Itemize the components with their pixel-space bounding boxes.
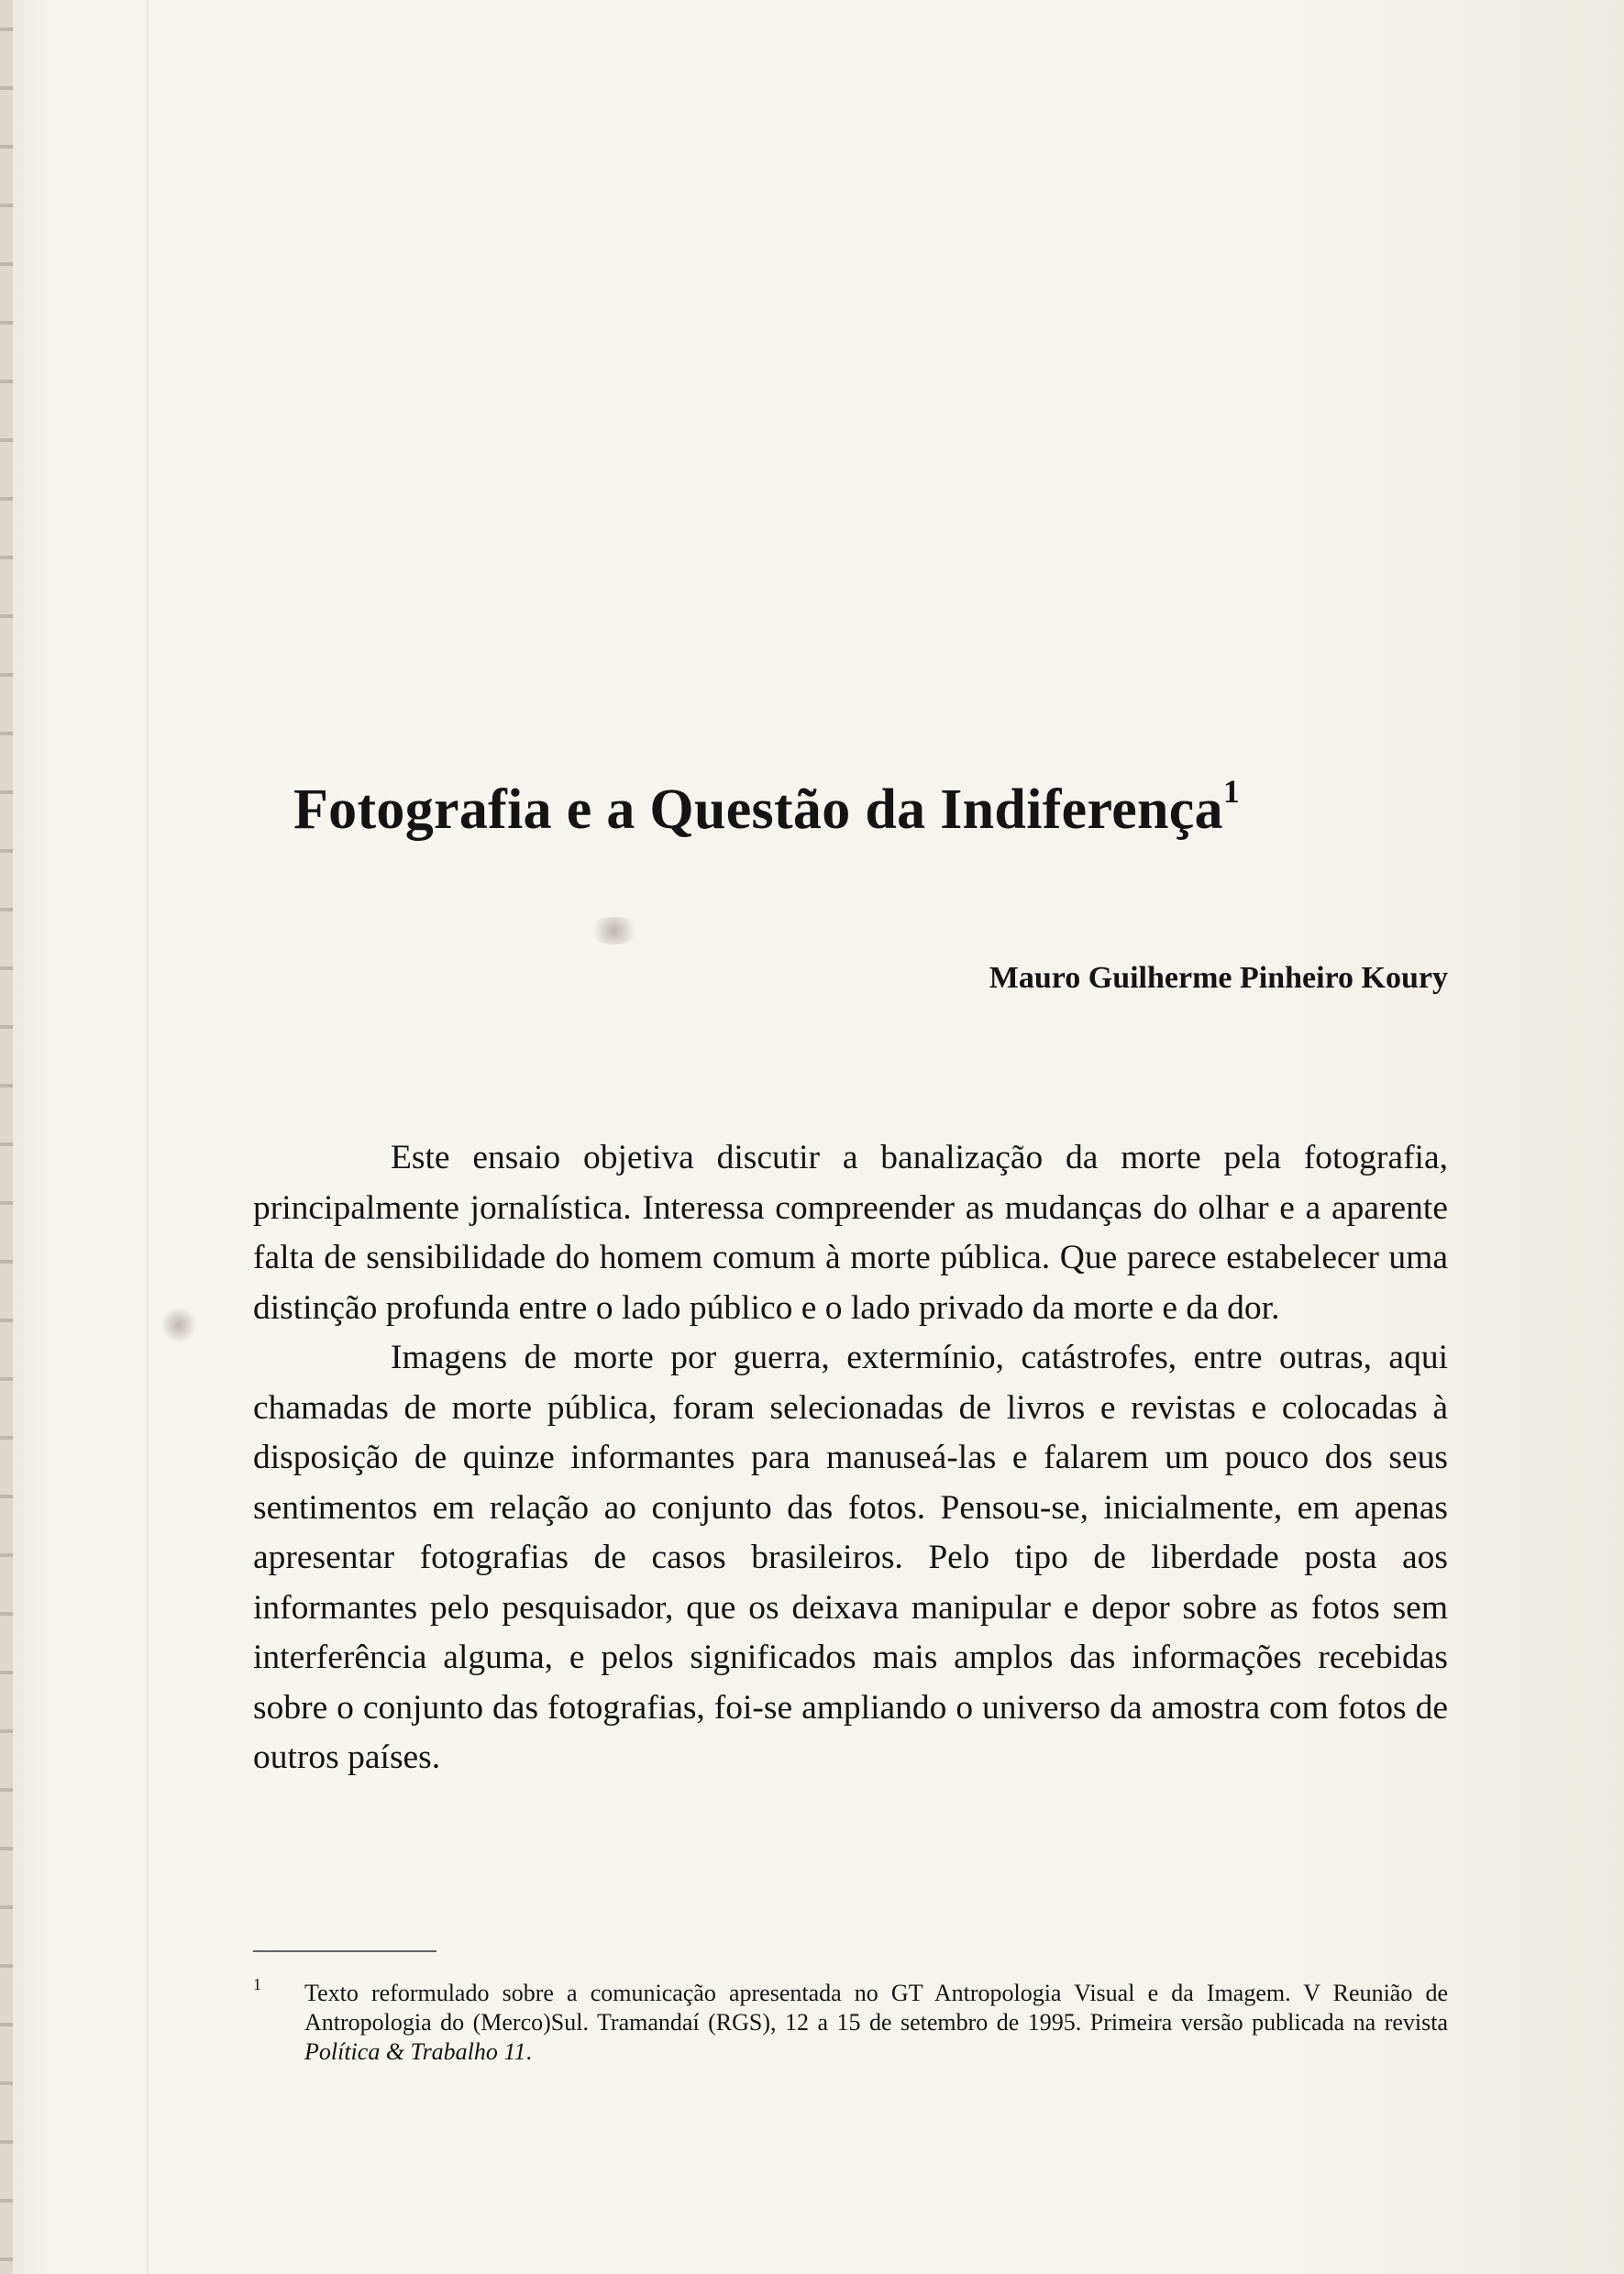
footnote [253, 1975, 1448, 2067]
footnote-journal-title: Política & Trabalho 11 [304, 2038, 526, 2065]
article-title [293, 773, 1241, 843]
title-footnote-mark: 1 [1222, 773, 1241, 811]
page-fold-line [147, 0, 149, 2274]
footnote-mark: 1 [253, 1975, 261, 1993]
body-paragraph: Imagens de morte por guerra, extermínio, catástrofes, entre outras, aqui chamadas de morte pública, foram selecionadas de livros e revistas e colocadas à disposição de quinze informantes para manuseá-las e falarem um pouco dos seus sentimentos em relação ao conjunto das fotos. Pensou-se, inicialmente, em apenas apresentar fotografias de casos brasileiros. Pelo tipo de liberdade posta aos informantes pelo pesquisador, que os deixava manipular e depor sobre as fotos sem interferência alguma, e pelos significados mais amplos das informações recebidas sobre o conjunto das fotografias, foi-se ampliando o universo da amostra com fotos de outros países. [253, 1339, 1448, 1776]
footnote-text [304, 1979, 1448, 2067]
article-title-text: Fotografia e a Questão da Indiferença [293, 778, 1223, 841]
footnote-separator [0, 0, 1, 1]
spiral-binding [0, 0, 13, 2274]
article-author: Mauro Guilherme Pinheiro Koury [989, 961, 1448, 995]
paper-stain [587, 917, 642, 944]
article-body [253, 1133, 1448, 1783]
footnote-text-end: . [525, 2038, 532, 2065]
body-paragraph: Este ensaio objetiva discutir a banalização da morte pela fotografia, principalmente jornalística. Interessa compreender as mudanças do olhar e a aparente falta de sensibilidade do homem comum à morte pública. Que parece estabelecer uma distinção profunda entre o lado público e o lado privado da morte e da dor. [253, 1139, 1448, 1327]
paper-stain [160, 1307, 197, 1343]
footnote-text-part: Texto reformulado sobre a comunicação apresentada no GT Antropologia Visual e da Imagem. V Reunião de Antropologia do (Merco)Sul. Tramandaí (RGS), 12 a 15 de setembro de 1995. Primeira versão publicada na revista [304, 1980, 1448, 2036]
